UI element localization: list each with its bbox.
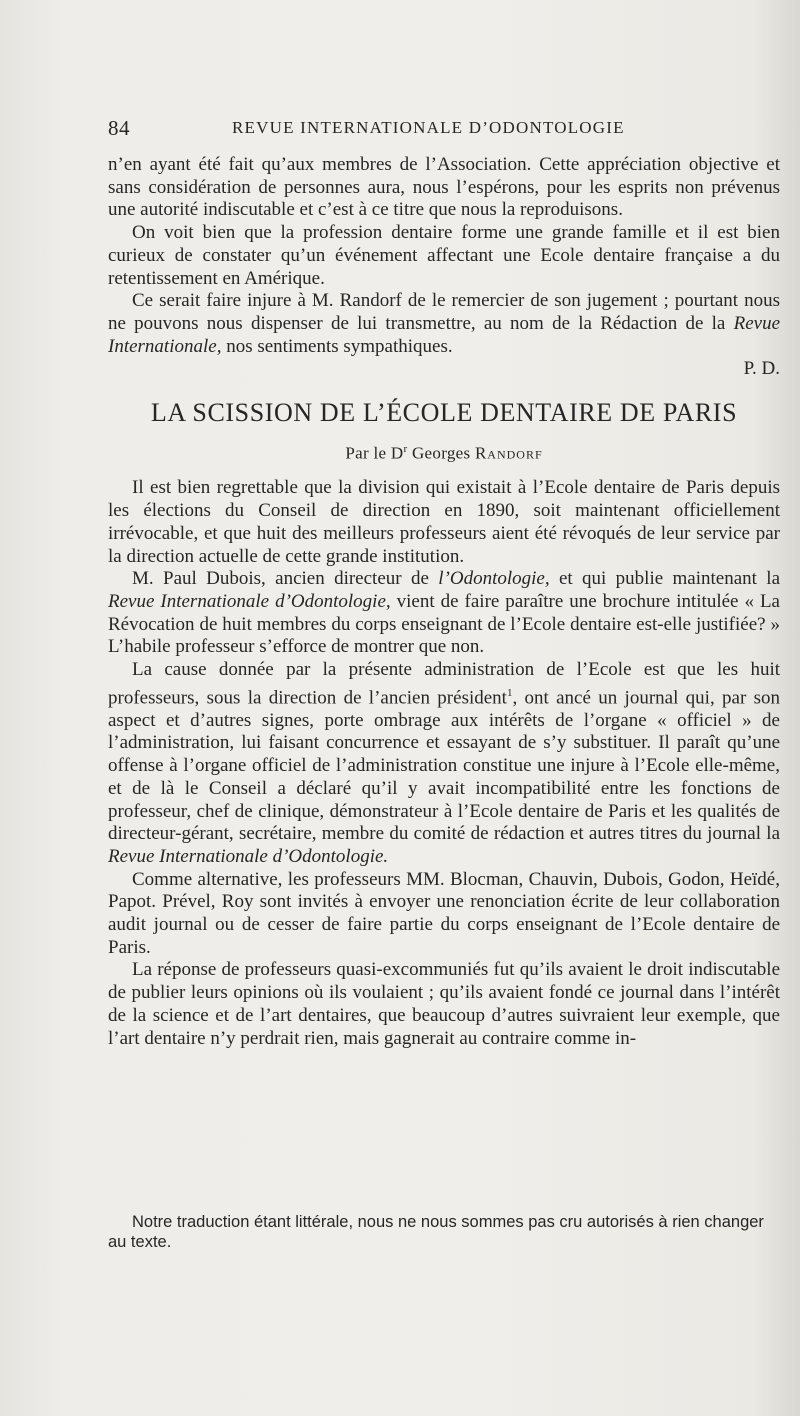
article-title: LA SCISSION DE L’ÉCOLE DENTAIRE DE PARIS	[150, 398, 738, 428]
intro-p3-text-b: nos sentiments sympathiques.	[221, 335, 453, 357]
editor-signature: P. D.	[743, 358, 780, 380]
byline-name: Georges	[407, 443, 475, 463]
intro-p3-text-a: Ce serait faire injure à M. Randorf de le remercier de son jugement ; pourtant nous ne pouvons nous dispenser de lui transmettre, au nom de la Rédaction de la	[108, 290, 780, 334]
article-p2-text-b: et qui publie maintenant la	[549, 568, 781, 590]
intro-paragraph-1: n’en ayant été fait qu’aux membres de l’Association. Cette appréciation objective et sans considération de personnes aura, nous l’espérons, pour les esprits non prévenus une autorité indiscutable et c’est à ce titre que nous la reproduisons.	[108, 154, 780, 221]
article-paragraph-3	[108, 659, 780, 869]
article-p2-italic-1: l’Odontologie,	[438, 568, 550, 590]
running-title: REVUE INTERNATIONALE D’ODONTOLOGIE	[232, 118, 625, 137]
intro-paragraph-3	[108, 290, 780, 358]
article-p3-text-a: La cause donnée par la présente administration de l’Ecole est que les huit professeurs, sous la direction de l’ancien président	[108, 659, 780, 709]
page-body	[108, 154, 780, 1050]
byline-surname: Randorf	[474, 443, 543, 463]
intro-paragraph-2: On voit bien que la profession dentaire forme une grande famille et il est bien curieux de constater qu’un événement affectant une Ecole dentaire française a du retentissement en Amérique.	[108, 222, 780, 289]
article-paragraph-5: La réponse de professeurs quasi-excommuniés fut qu’ils avaient le droit indiscutable de publier leurs opinions où ils voulaient ; qu’ils avaient fondé ce journal dans l’intérêt de la science et de l’art dentaires, que beaucoup d’autres suivraient leur exemple, que l’art dentaire n’y perdrait rien, mais gagnerait au contraire comme in-	[108, 959, 780, 1049]
article-p3-text-b: , ont ancé un journal qui, par son aspect et d’autres signes, porte ombrage aux intérêts de l’organe « officiel » de l’administration, lui faisant concurrence et essayant de s’y substituer. Il paraît qu’une offense à l’organe officiel de l’administration constitue une injure à l’Ecole elle-même, et de là le Conseil a déclaré qu’il y avait incompatibilité entre les fonctions de professeur, chef de clinique, démonstrateur à l’Ecole dentaire de Paris et les qualités de directeur-gérant, secrétaire, membre du comité de rédaction et autres titres du journal la	[108, 687, 780, 845]
byline-sup: r	[403, 443, 408, 456]
article-p2-text-a: M. Paul Dubois, ancien directeur de	[132, 568, 439, 590]
intro-p3-journal-title: Revue Internationale,	[108, 312, 780, 357]
article-p2-text-c: vient de faire paraître une brochure intitulée « La Révocation de huit membres du corps enseignant de l’Ecole dentaire est-elle justifiée? » L’habile professeur s’efforce de montrer que non.	[108, 590, 780, 658]
footnote-marker: 1	[506, 686, 513, 699]
article-p2-italic-2: Revue Internationale d’Odontologie,	[108, 590, 391, 612]
byline-prefix: Par le D	[345, 443, 404, 463]
article-p3-italic: Revue Internationale d’Odontologie.	[108, 845, 389, 867]
article-paragraph-4: Comme alternative, les professeurs MM. Blocman, Chauvin, Dubois, Godon, Heïdé, Papot. Prével, Roy sont invités à envoyer une renonciation écrite de leur collaboration audit journal ou de cesser de faire partie du corps enseignant de l’Ecole dentaire de Paris.	[108, 868, 780, 958]
article-paragraph-2	[108, 568, 780, 659]
article-paragraph-1: Il est bien regrettable que la division qui existait à l’Ecole dentaire de Paris depuis les élections du Conseil de direction en 1890, soit maintenant officiellement irrévocable, et que huit des meilleurs professeurs aient été révoqués de leur service par la direction actuelle de cette grande institution.	[108, 477, 780, 567]
article-byline	[108, 438, 780, 465]
footnote: Notre traduction étant littérale, nous ne nous sommes pas cru autorisés à rien changer au texte.	[108, 1213, 764, 1251]
page-number: 84	[108, 116, 130, 140]
